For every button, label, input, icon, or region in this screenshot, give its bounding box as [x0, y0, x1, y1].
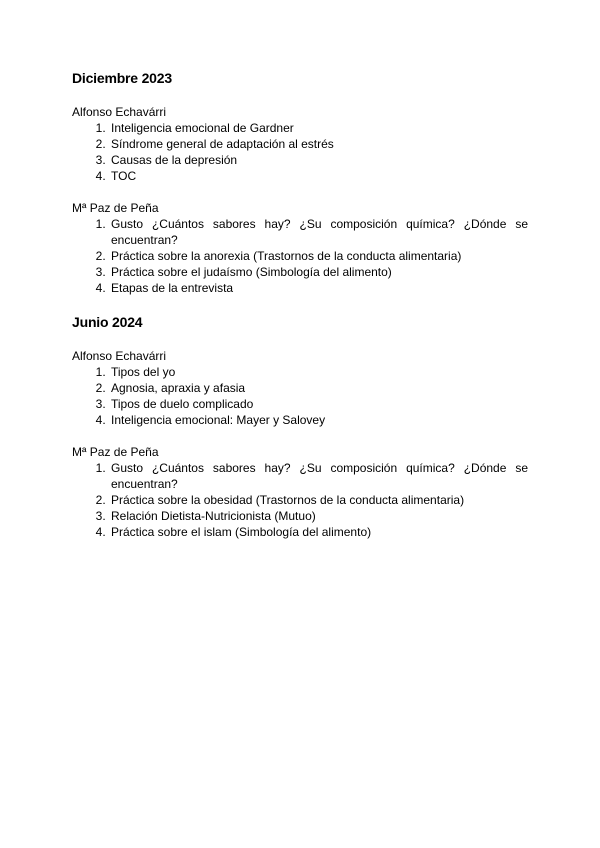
author-group [72, 348, 528, 428]
section-junio-2024 [72, 312, 528, 540]
list-item: 2. Práctica sobre la anorexia (Trastornos de la conducta alimentaria) [109, 248, 528, 264]
list-item: 1. Gusto ¿Cuántos sabores hay? ¿Su composición química? ¿Dónde se encuentran? [109, 216, 528, 248]
document-page [72, 68, 528, 540]
list-item: 1. Inteligencia emocional de Gardner [109, 120, 528, 136]
list-item: 2. Síndrome general de adaptación al estrés [109, 136, 528, 152]
list-item: 3. Práctica sobre el judaísmo (Simbología del alimento) [109, 264, 528, 280]
topic-list [72, 364, 528, 428]
author-name: Alfonso Echavárri [72, 105, 167, 119]
section-diciembre-2023 [72, 68, 528, 296]
author-name: Alfonso Echavárri [72, 349, 167, 363]
list-item: 3. Relación Dietista-Nutricionista (Mutuo) [109, 508, 528, 524]
list-item: 1. Gusto ¿Cuántos sabores hay? ¿Su composición química? ¿Dónde se encuentran? [109, 460, 528, 492]
list-item: 3. Causas de la depresión [109, 152, 528, 168]
topic-list [72, 120, 528, 184]
list-item: 2. Práctica sobre la obesidad (Trastornos de la conducta alimentaria) [109, 492, 528, 508]
author-group [72, 104, 528, 184]
list-item: 1. Tipos del yo [109, 364, 528, 380]
author-name: Mª Paz de Peña [72, 445, 159, 459]
topic-list [72, 216, 528, 296]
author-name: Mª Paz de Peña [72, 201, 159, 215]
list-item: 4. Etapas de la entrevista [109, 280, 528, 296]
author-group [72, 444, 528, 540]
author-group [72, 200, 528, 296]
topic-list [72, 460, 528, 540]
section-title: Diciembre 2023 [72, 70, 172, 86]
list-item: 4. Inteligencia emocional: Mayer y Salovey [109, 412, 528, 428]
list-item: 4. Práctica sobre el islam (Simbología del alimento) [109, 524, 528, 540]
list-item: 2. Agnosia, apraxia y afasia [109, 380, 528, 396]
list-item: 3. Tipos de duelo complicado [109, 396, 528, 412]
list-item: 4. TOC [109, 168, 528, 184]
section-title: Junio 2024 [72, 314, 143, 330]
